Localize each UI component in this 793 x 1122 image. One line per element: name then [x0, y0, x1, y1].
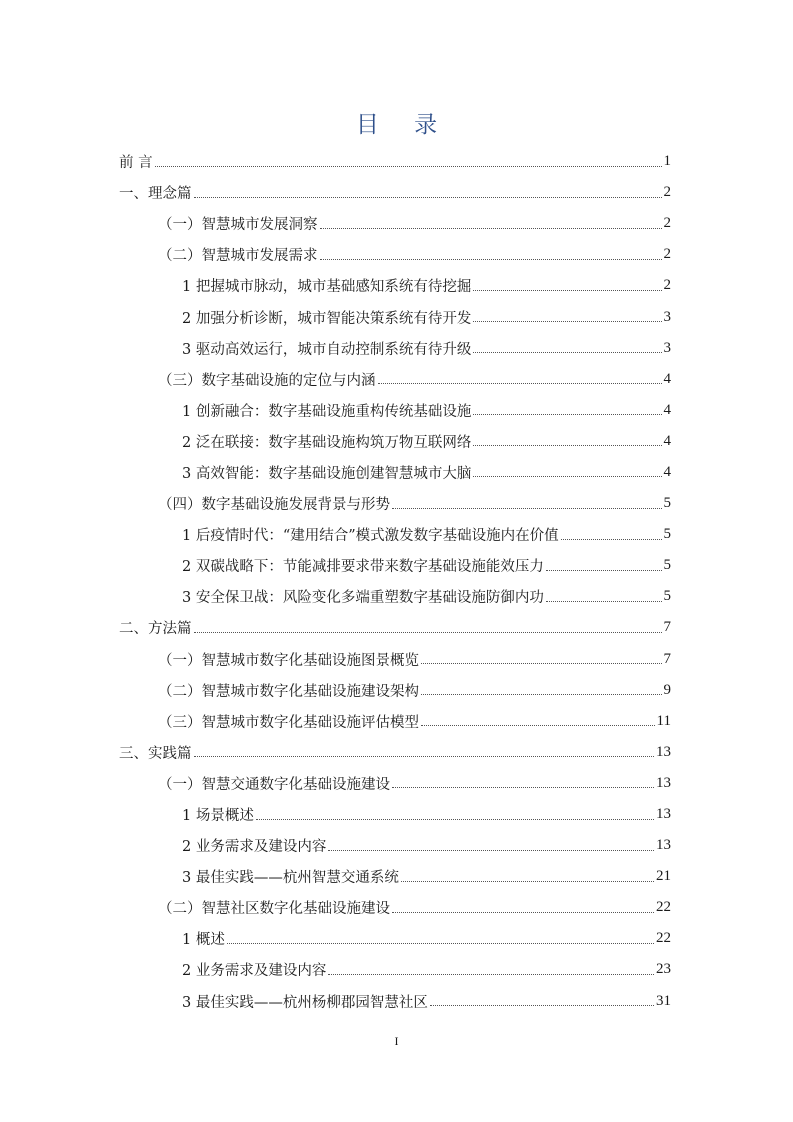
toc-entry[interactable]	[0, 892, 793, 923]
dot-leader	[194, 755, 655, 757]
dot-leader	[320, 258, 662, 260]
toc-entry-label: （三）数字基础设施的定位与内涵	[158, 372, 376, 389]
toc-entry-page: 7	[663, 650, 671, 667]
toc-entry[interactable]	[0, 208, 793, 239]
toc-entry-label: 3 驱动高效运行，城市自动控制系统有待升级	[182, 341, 472, 358]
dot-leader	[421, 724, 655, 726]
toc-entry-page: 7	[663, 619, 671, 636]
toc-entry-page: 4	[663, 401, 671, 418]
dot-leader	[473, 475, 661, 477]
dot-leader	[320, 227, 662, 229]
toc-entry-page: 2	[663, 215, 671, 232]
toc-entry[interactable]	[0, 550, 793, 581]
toc-entry[interactable]	[0, 954, 793, 985]
toc-entry-page: 4	[663, 432, 671, 449]
dot-leader	[227, 942, 654, 944]
toc-entry[interactable]	[0, 333, 793, 364]
dot-leader	[473, 289, 661, 291]
dot-leader	[328, 849, 654, 851]
toc-entry-page: 13	[656, 743, 671, 760]
page-number-footer: I	[394, 1034, 399, 1048]
toc-entry-page: 1	[663, 153, 671, 170]
dot-leader	[561, 538, 662, 540]
table-of-contents	[0, 146, 793, 1017]
toc-entry-page: 31	[656, 992, 671, 1009]
toc-entry[interactable]	[0, 146, 793, 177]
dot-leader	[430, 1004, 654, 1006]
toc-entry-label: 一、理念篇	[119, 186, 192, 203]
dot-leader	[378, 382, 662, 384]
toc-entry-page: 13	[656, 806, 671, 823]
toc-entry[interactable]	[0, 923, 793, 954]
toc-entry-page: 5	[663, 588, 671, 605]
toc-entry-page: 13	[656, 774, 671, 791]
dot-leader	[256, 818, 654, 820]
toc-entry-page: 4	[663, 370, 671, 387]
toc-entry-page: 21	[656, 868, 671, 885]
toc-entry-label: （一）智慧城市数字化基础设施图景概览	[158, 652, 419, 669]
toc-entry-label: 3 最佳实践——杭州杨柳郡园智慧社区	[182, 994, 428, 1011]
dot-leader	[473, 444, 661, 446]
toc-entry-label: （一）智慧交通数字化基础设施建设	[158, 776, 390, 793]
toc-entry[interactable]	[0, 519, 793, 550]
toc-entry[interactable]	[0, 364, 793, 395]
toc-title: 目 录	[355, 112, 452, 138]
toc-entry-label: 2 加强分析诊断，城市智能决策系统有待开发	[182, 310, 472, 327]
toc-entry-page: 22	[656, 899, 671, 916]
toc-entry[interactable]	[0, 301, 793, 332]
toc-entry-page: 11	[656, 712, 671, 729]
toc-entry[interactable]	[0, 395, 793, 426]
toc-entry-page: 9	[663, 681, 671, 698]
dot-leader	[401, 880, 654, 882]
dot-leader	[473, 351, 661, 353]
toc-entry-label: 3 高效智能：数字基础设施创建智慧城市大脑	[182, 465, 472, 482]
toc-entry-label: 二、方法篇	[119, 621, 192, 638]
toc-entry-page: 22	[656, 930, 671, 947]
toc-entry-page: 3	[663, 339, 671, 356]
toc-entry[interactable]	[0, 768, 793, 799]
dot-leader	[392, 507, 662, 509]
toc-entry-label: （四）数字基础设施发展背景与形势	[158, 497, 390, 514]
toc-entry-label: 2 泛在联接：数字基础设施构筑万物互联网络	[182, 434, 472, 451]
toc-entry-page: 5	[663, 557, 671, 574]
toc-entry[interactable]	[0, 675, 793, 706]
toc-entry-label: 三、实践篇	[119, 745, 192, 762]
toc-entry-label: （二）智慧城市发展需求	[158, 248, 318, 265]
toc-entry-label: 1 后疫情时代：“建用结合”模式激发数字基础设施内在价值	[182, 528, 559, 545]
toc-entry[interactable]	[0, 270, 793, 301]
dot-leader	[473, 413, 661, 415]
toc-entry-label: 1 把握城市脉动，城市基础感知系统有待挖掘	[182, 279, 472, 296]
dot-leader	[473, 320, 661, 322]
toc-entry-label: （三）智慧城市数字化基础设施评估模型	[158, 714, 419, 731]
toc-entry-label: （二）智慧城市数字化基础设施建设架构	[158, 683, 419, 700]
toc-entry-label: 3 安全保卫战：风险变化多端重塑数字基础设施防御内功	[182, 590, 544, 607]
toc-entry-label: （一）智慧城市发展洞察	[158, 217, 318, 234]
toc-entry-page: 2	[663, 277, 671, 294]
dot-leader	[546, 600, 662, 602]
toc-entry[interactable]	[0, 644, 793, 675]
toc-entry-page: 5	[663, 495, 671, 512]
dot-leader	[155, 165, 662, 167]
toc-entry-page: 5	[663, 526, 671, 543]
toc-entry-page: 13	[656, 837, 671, 854]
toc-entry[interactable]	[0, 426, 793, 457]
dot-leader	[421, 662, 662, 664]
toc-entry-page: 2	[663, 184, 671, 201]
dot-leader	[546, 569, 662, 571]
toc-entry-label: 2 双碳战略下：节能减排要求带来数字基础设施能效压力	[182, 559, 544, 576]
dot-leader	[392, 911, 654, 913]
toc-entry[interactable]	[0, 986, 793, 1017]
dot-leader	[392, 786, 654, 788]
dot-leader	[194, 196, 662, 198]
toc-entry-label: 1 概述	[182, 932, 225, 949]
toc-entry[interactable]	[0, 177, 793, 208]
toc-entry[interactable]	[0, 488, 793, 519]
toc-entry-page: 23	[656, 961, 671, 978]
toc-entry[interactable]	[0, 457, 793, 488]
dot-leader	[421, 693, 662, 695]
toc-entry[interactable]	[0, 737, 793, 768]
toc-entry[interactable]	[0, 861, 793, 892]
toc-entry[interactable]	[0, 239, 793, 270]
toc-entry-label: （二）智慧社区数字化基础设施建设	[158, 901, 390, 918]
toc-entry[interactable]	[0, 799, 793, 830]
toc-entry[interactable]	[0, 612, 793, 643]
toc-entry[interactable]	[0, 830, 793, 861]
toc-entry-label: 1 场景概述	[182, 808, 254, 825]
toc-entry-page: 2	[663, 246, 671, 263]
dot-leader	[328, 973, 654, 975]
toc-entry-label: 2 业务需求及建设内容	[182, 839, 327, 856]
dot-leader	[194, 631, 662, 633]
toc-entry-label: 2 业务需求及建设内容	[182, 963, 327, 980]
toc-entry-page: 3	[663, 308, 671, 325]
toc-entry[interactable]	[0, 581, 793, 612]
toc-entry-label: 3 最佳实践——杭州智慧交通系统	[182, 870, 399, 887]
toc-entry[interactable]	[0, 706, 793, 737]
toc-entry-label: 前 言	[119, 155, 153, 172]
toc-entry-label: 1 创新融合：数字基础设施重构传统基础设施	[182, 403, 472, 420]
toc-entry-page: 4	[663, 463, 671, 480]
